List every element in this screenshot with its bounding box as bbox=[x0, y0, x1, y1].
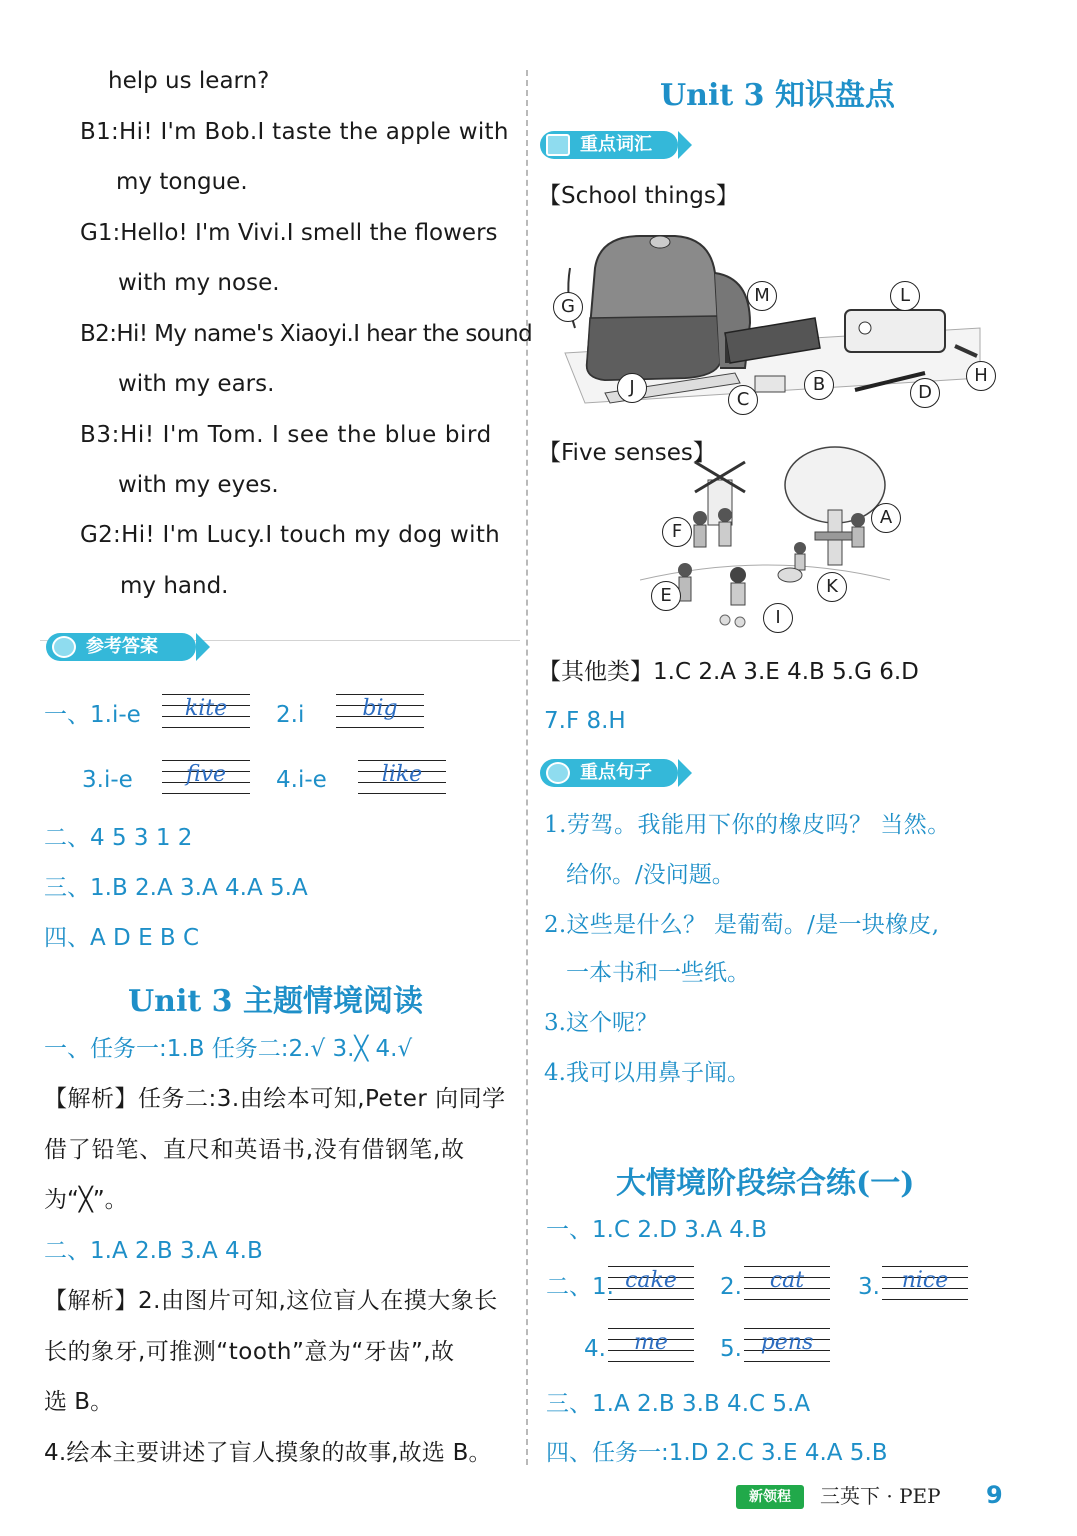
sentence-2-cont: 一本书和一些纸。 bbox=[566, 960, 750, 986]
label-l: L bbox=[890, 281, 920, 311]
column-divider bbox=[526, 70, 528, 1465]
answer-sec4: 四、A D E B C bbox=[44, 925, 200, 951]
school-things-heading: 【School things】 bbox=[538, 183, 739, 209]
dialog-line: B3:Hi! I'm Tom. I see the blue bird bbox=[80, 422, 492, 448]
writing-lines bbox=[358, 760, 446, 796]
vocab-label-text: 重点词汇 bbox=[580, 134, 652, 155]
handwritten-word: nice bbox=[901, 1268, 949, 1293]
dialog-line: G1:Hello! I'm Vivi.I smell the flowers bbox=[80, 220, 498, 246]
sentence-3: 3.这个呢？ bbox=[544, 1010, 658, 1036]
practice-2-q2: 2. bbox=[720, 1274, 742, 1300]
page-number: 9 bbox=[986, 1481, 1003, 1509]
chat-bubble-icon bbox=[52, 636, 76, 658]
sentence-1-cont: 给你。/没问题。 bbox=[566, 862, 735, 888]
practice-4: 四、任务一:1.D 2.C 3.E 4.A 5.B bbox=[546, 1440, 888, 1466]
writing-lines bbox=[882, 1266, 968, 1302]
analysis-text: 为“╳”。 bbox=[44, 1187, 128, 1213]
label-j: J bbox=[617, 373, 647, 403]
label-d: D bbox=[910, 378, 940, 408]
practice-2-q5: 5. bbox=[720, 1336, 742, 1362]
writing-lines bbox=[162, 760, 250, 796]
analysis-text: 借了铅笔、直尺和英语书,没有借钢笔,故 bbox=[44, 1137, 465, 1163]
sentence-label-text: 重点句子 bbox=[580, 762, 652, 783]
answer-sec3: 三、1.B 2.A 3.A 4.A 5.A bbox=[44, 875, 308, 901]
label-c: C bbox=[728, 385, 758, 415]
handwritten-word: five bbox=[185, 762, 227, 787]
analysis-text: 【解析】2.由图片可知,这位盲人在摸大象长 bbox=[44, 1288, 498, 1314]
dialog-line: B2:Hi! My name's Xiaoyi.I hear the sound bbox=[80, 321, 533, 347]
label-a: A bbox=[871, 503, 901, 533]
practice-2-q4: 4. bbox=[584, 1336, 606, 1362]
dialog-line: help us learn? bbox=[108, 68, 270, 94]
analysis-text: 【解析】任务二:3.由绘本可知,Peter 向同学 bbox=[44, 1086, 506, 1112]
other-answers-2: 7.F 8.H bbox=[544, 708, 626, 734]
handwritten-word: like bbox=[381, 762, 423, 787]
analysis-text: 长的象牙,可推测“tooth”意为“牙齿”,故 bbox=[44, 1339, 455, 1365]
answer-q4: 4.i-e bbox=[276, 767, 327, 793]
answer-sec2: 二、4 5 3 1 2 bbox=[44, 825, 193, 851]
pencil-icon bbox=[546, 762, 570, 784]
brand-badge: 新领程 bbox=[736, 1485, 804, 1509]
answer-q3: 3.i-e bbox=[82, 767, 133, 793]
practice-2-q3: 3. bbox=[858, 1274, 880, 1300]
sentence-2: 2.这些是什么？ 是葡萄。/是一块橡皮, bbox=[544, 912, 940, 938]
other-answers-text: 【其他类】1.C 2.A 3.E 4.B 5.G 6.D bbox=[538, 659, 919, 685]
analysis-text: 4.绘本主要讲述了盲人摸象的故事,故选 B。 bbox=[44, 1440, 492, 1466]
handwritten-word: cake bbox=[625, 1268, 677, 1293]
label-b: B bbox=[804, 370, 834, 400]
label-k: K bbox=[817, 572, 847, 602]
label-h: H bbox=[966, 361, 996, 391]
handwritten-word: cat bbox=[769, 1268, 805, 1293]
writing-lines bbox=[744, 1266, 830, 1302]
dialog-line: G2:Hi! I'm Lucy.I touch my dog with bbox=[80, 522, 501, 548]
dialog-line: B1:Hi! I'm Bob.I taste the apple with bbox=[80, 119, 509, 145]
sentence-label bbox=[540, 759, 678, 787]
answer-q2: 2.i bbox=[276, 702, 305, 728]
answers-label-text: 参考答案 bbox=[86, 636, 158, 657]
label-i: I bbox=[763, 603, 793, 633]
sentence-1: 1.劳驾。我能用下你的橡皮吗？ 当然。 bbox=[544, 812, 951, 838]
writing-lines bbox=[608, 1328, 694, 1364]
reading-answer: 一、任务一:1.B 任务二:2.√ 3.╳ 4.√ bbox=[44, 1036, 413, 1062]
knowledge-title: Unit 3 知识盘点 bbox=[660, 78, 895, 113]
handwritten-word: kite bbox=[184, 696, 228, 721]
vocab-label bbox=[540, 131, 678, 159]
handwritten-word: pens bbox=[760, 1330, 814, 1355]
label-m: M bbox=[747, 281, 777, 311]
dialog-line: my hand. bbox=[120, 573, 229, 599]
reading-answer: 二、1.A 2.B 3.A 4.B bbox=[44, 1238, 263, 1264]
stage-title: 大情境阶段综合练(一) bbox=[616, 1166, 915, 1201]
label-e: E bbox=[651, 581, 681, 611]
practice-1: 一、1.C 2.D 3.A 4.B bbox=[546, 1217, 767, 1243]
label-g: G bbox=[553, 292, 583, 322]
practice-2-q1: 二、1. bbox=[546, 1274, 614, 1300]
reading-title: Unit 3 主题情境阅读 bbox=[128, 984, 423, 1019]
writing-lines bbox=[162, 694, 250, 730]
five-senses-heading: 【Five senses】 bbox=[538, 440, 716, 466]
sentence-4: 4.我可以用鼻子闻。 bbox=[544, 1060, 750, 1086]
handwritten-word: big bbox=[362, 696, 398, 721]
book-icon bbox=[546, 134, 570, 156]
practice-3: 三、1.A 2.B 3.B 4.C 5.A bbox=[546, 1391, 811, 1417]
grade-label: 三英下 · PEP bbox=[820, 1484, 941, 1508]
other-answers bbox=[538, 657, 919, 687]
writing-lines bbox=[336, 694, 424, 730]
dialog-line: with my ears. bbox=[118, 371, 275, 397]
analysis-text: 选 B。 bbox=[44, 1389, 114, 1415]
dialog-line: my tongue. bbox=[116, 169, 248, 195]
label-f: F bbox=[662, 517, 692, 547]
answers-label bbox=[46, 633, 196, 661]
answer-q1: 一、1.i-e bbox=[44, 702, 141, 728]
handwritten-word: me bbox=[634, 1330, 668, 1355]
writing-lines bbox=[608, 1266, 694, 1302]
dialog-line: with my eyes. bbox=[118, 472, 279, 498]
dialog-line: with my nose. bbox=[118, 270, 280, 296]
writing-lines bbox=[744, 1328, 830, 1364]
